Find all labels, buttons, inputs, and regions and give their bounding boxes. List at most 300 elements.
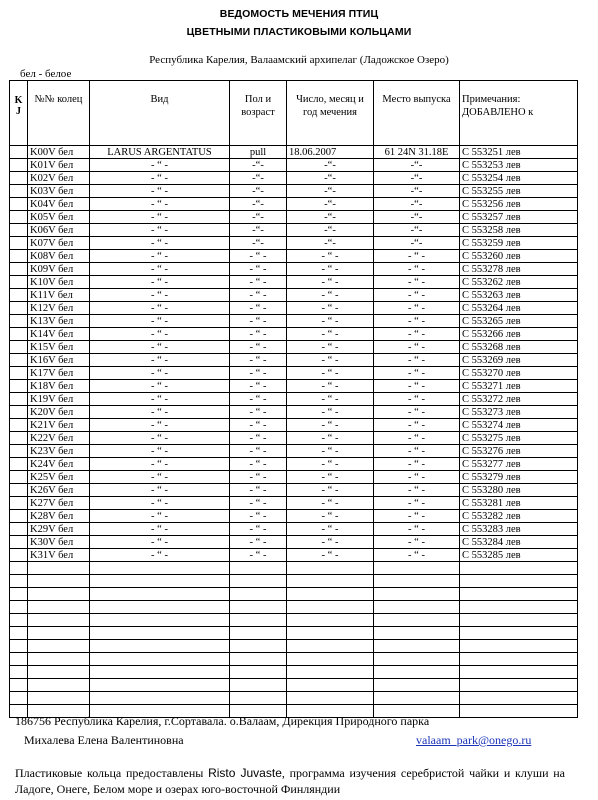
table-row-empty [10,575,578,588]
cell-kj [10,185,28,198]
cell-note: C 553280 лев [460,484,578,497]
cell-species: - “ - [90,458,230,471]
cell-ringing-date-empty [287,614,374,627]
cell-ringing-date: - “ - [287,354,374,367]
cell-species: - “ - [90,432,230,445]
cell-release-place: -“- [374,211,460,224]
table-row [10,432,578,445]
cell-sex-age: - “ - [230,315,287,328]
footer-note-name: Risto Juvaste [208,766,282,780]
cell-ringing-date: -“- [287,224,374,237]
cell-note: C 553268 лев [460,341,578,354]
cell-ringing-date: - “ - [287,328,374,341]
cell-ring-number: K05V бел [28,211,90,224]
cell-sex-age: - “ - [230,263,287,276]
cell-ringing-date: - “ - [287,289,374,302]
cell-sex-age-empty [230,679,287,692]
cell-release-place-empty [374,679,460,692]
cell-sex-age: - “ - [230,276,287,289]
cell-note: C 553281 лев [460,497,578,510]
table-row [10,523,578,536]
cell-ringing-date: - “ - [287,419,374,432]
footer-note-after: , программа изучения серебристой чайки и клуши на Ладоге, Онеге, Белом море и озерах юго-восточной Финляндии [15,766,565,796]
table-row [10,445,578,458]
cell-ring-number: K11V бел [28,289,90,302]
cell-ringing-date: 18.06.2007 [287,146,374,159]
cell-species: - “ - [90,224,230,237]
cell-release-place: - “ - [374,393,460,406]
cell-kj-empty [10,692,28,705]
cell-sex-age: - “ - [230,406,287,419]
cell-ringing-date: - “ - [287,367,374,380]
cell-ring-number-empty [28,575,90,588]
cell-note: C 553284 лев [460,536,578,549]
table-row-empty [10,614,578,627]
table-row-empty [10,692,578,705]
cell-note: C 553269 лев [460,354,578,367]
cell-release-place: - “ - [374,367,460,380]
cell-species: - “ - [90,172,230,185]
cell-kj [10,497,28,510]
cell-sex-age: - “ - [230,302,287,315]
cell-note: C 553259 лев [460,237,578,250]
cell-kj [10,198,28,211]
header-sex-age: Пол и возраст [230,81,287,146]
cell-ring-number: K15V бел [28,341,90,354]
cell-species: - “ - [90,445,230,458]
cell-release-place: - “ - [374,445,460,458]
cell-sex-age: - “ - [230,380,287,393]
cell-sex-age: - “ - [230,471,287,484]
table-row-empty [10,640,578,653]
cell-ringing-date-empty [287,653,374,666]
cell-species: - “ - [90,380,230,393]
cell-note: C 553274 лев [460,419,578,432]
cell-note: C 553273 лев [460,406,578,419]
cell-sex-age-empty [230,653,287,666]
cell-kj [10,536,28,549]
cell-note: C 553251 лев [460,146,578,159]
cell-sex-age-empty [230,562,287,575]
footer-contact-person: Михалева Елена Валентиновна [24,733,184,747]
cell-sex-age: - “ - [230,367,287,380]
cell-ringing-date: - “ - [287,250,374,263]
cell-sex-age: - “ - [230,289,287,302]
cell-species: - “ - [90,393,230,406]
cell-ringing-date-empty [287,692,374,705]
cell-kj [10,263,28,276]
cell-note: C 553275 лев [460,432,578,445]
cell-species: - “ - [90,549,230,562]
cell-ring-number: K21V бел [28,419,90,432]
cell-sex-age: - “ - [230,341,287,354]
cell-release-place-empty [374,562,460,575]
table-row [10,393,578,406]
cell-release-place-empty [374,614,460,627]
cell-ringing-date: - “ - [287,445,374,458]
cell-note: C 553282 лев [460,510,578,523]
cell-sex-age: - “ - [230,510,287,523]
cell-species: - “ - [90,523,230,536]
table-row [10,406,578,419]
cell-kj-empty [10,575,28,588]
cell-release-place: - “ - [374,302,460,315]
cell-release-place: - “ - [374,406,460,419]
cell-release-place: - “ - [374,354,460,367]
cell-kj-empty [10,666,28,679]
cell-sex-age: - “ - [230,523,287,536]
cell-ringing-date: - “ - [287,393,374,406]
cell-species: - “ - [90,237,230,250]
cell-release-place: - “ - [374,276,460,289]
cell-sex-age-empty [230,614,287,627]
cell-sex-age: - “ - [230,250,287,263]
cell-kj-empty [10,614,28,627]
cell-release-place-empty [374,640,460,653]
footer-address: 186756 Республика Карелия, г.Сортавала. о.Валаам, Дирекция Природного парка [15,714,430,728]
cell-species: - “ - [90,510,230,523]
cell-note: C 553272 лев [460,393,578,406]
cell-ring-number-empty [28,601,90,614]
cell-ringing-date-empty [287,575,374,588]
cell-species: - “ - [90,406,230,419]
cell-release-place: - “ - [374,328,460,341]
cell-note: C 553253 лев [460,159,578,172]
cell-note: C 553254 лев [460,172,578,185]
cell-ringing-date: -“- [287,159,374,172]
table-row [10,341,578,354]
cell-sex-age: -“- [230,172,287,185]
cell-species: - “ - [90,328,230,341]
cell-ringing-date: - “ - [287,471,374,484]
cell-species-empty [90,679,230,692]
cell-release-place: -“- [374,159,460,172]
cell-note-empty [460,666,578,679]
table-row-empty [10,588,578,601]
cell-kj [10,471,28,484]
cell-release-place-empty [374,588,460,601]
cell-release-place: -“- [374,172,460,185]
table-row [10,263,578,276]
cell-kj [10,354,28,367]
cell-species-empty [90,588,230,601]
cell-ring-number: K27V бел [28,497,90,510]
cell-release-place: - “ - [374,263,460,276]
cell-ringing-date: - “ - [287,315,374,328]
cell-release-place: -“- [374,198,460,211]
cell-release-place: - “ - [374,458,460,471]
cell-kj-empty [10,588,28,601]
cell-ring-number-empty [28,692,90,705]
cell-species: - “ - [90,341,230,354]
cell-species: - “ - [90,367,230,380]
table-row [10,224,578,237]
table-row-empty [10,653,578,666]
cell-ring-number: K20V бел [28,406,90,419]
cell-species: - “ - [90,289,230,302]
table-row [10,302,578,315]
cell-kj-empty [10,562,28,575]
cell-sex-age: pull [230,146,287,159]
cell-release-place-empty [374,601,460,614]
cell-species: - “ - [90,302,230,315]
cell-release-place-empty [374,692,460,705]
table-body [10,146,578,718]
cell-ring-number: K02V бел [28,172,90,185]
cell-ringing-date: -“- [287,211,374,224]
table-row [10,250,578,263]
table-row [10,289,578,302]
cell-release-place-empty [374,575,460,588]
cell-ringing-date: - “ - [287,276,374,289]
cell-sex-age: -“- [230,237,287,250]
cell-release-place: - “ - [374,432,460,445]
cell-species: - “ - [90,315,230,328]
table-row [10,510,578,523]
table-row [10,237,578,250]
cell-release-place: 61 24N 31.18E [374,146,460,159]
cell-ring-number: K14V бел [28,328,90,341]
cell-species: - “ - [90,484,230,497]
cell-release-place: - “ - [374,380,460,393]
cell-ringing-date: - “ - [287,458,374,471]
cell-release-place-empty [374,627,460,640]
cell-ringing-date: - “ - [287,406,374,419]
cell-kj [10,432,28,445]
cell-species-empty [90,601,230,614]
cell-sex-age-empty [230,666,287,679]
cell-ring-number: K18V бел [28,380,90,393]
cell-ringing-date: - “ - [287,263,374,276]
cell-ring-number-empty [28,640,90,653]
footer-email-link[interactable]: valaam_park@onego.ru [416,733,532,747]
cell-species-empty [90,640,230,653]
cell-sex-age-empty [230,601,287,614]
cell-ring-number: K10V бел [28,276,90,289]
cell-ringing-date: - “ - [287,432,374,445]
cell-note-empty [460,627,578,640]
cell-ringing-date: - “ - [287,484,374,497]
cell-release-place: - “ - [374,315,460,328]
cell-kj-empty [10,640,28,653]
cell-release-place: - “ - [374,250,460,263]
table-row-empty [10,562,578,575]
cell-ringing-date: - “ - [287,302,374,315]
cell-species: - “ - [90,419,230,432]
cell-species: LARUS ARGENTATUS [90,146,230,159]
cell-ring-number-empty [28,666,90,679]
cell-release-place: - “ - [374,471,460,484]
cell-note: C 553265 лев [460,315,578,328]
cell-sex-age: - “ - [230,419,287,432]
table-row-empty [10,627,578,640]
cell-kj [10,341,28,354]
cell-species: - “ - [90,536,230,549]
cell-ring-number: K01V бел [28,159,90,172]
table-row-empty [10,666,578,679]
cell-kj [10,328,28,341]
cell-note: C 553276 лев [460,445,578,458]
cell-ring-number: K30V бел [28,536,90,549]
document-title-line-2: ЦВЕТНЫМИ ПЛАСТИКОВЫМИ КОЛЬЦАМИ [186,26,412,38]
cell-note: C 553283 лев [460,523,578,536]
cell-kj [10,289,28,302]
cell-sex-age: - “ - [230,484,287,497]
cell-kj [10,445,28,458]
table-row [10,185,578,198]
table-row [10,328,578,341]
cell-ring-number: K00V бел [28,146,90,159]
cell-note-empty [460,588,578,601]
cell-species: - “ - [90,471,230,484]
header-kj [10,81,28,146]
cell-kj [10,159,28,172]
cell-species: - “ - [90,276,230,289]
cell-species-empty [90,653,230,666]
cell-species: - “ - [90,354,230,367]
cell-note: C 553263 лев [460,289,578,302]
cell-species-empty [90,575,230,588]
cell-sex-age: - “ - [230,445,287,458]
cell-kj [10,549,28,562]
cell-ring-number-empty [28,653,90,666]
cell-note: C 553271 лев [460,380,578,393]
cell-ring-number: K22V бел [28,432,90,445]
document-subtitle: Республика Карелия, Валаамский архипелаг (Ладожское Озеро) [149,54,449,66]
cell-ring-number: K08V бел [28,250,90,263]
header-ringing-date: Число, месяц и год мечения [287,81,374,146]
header-ring-numbers: №№ колец [28,81,90,146]
table-row [10,497,578,510]
cell-release-place: - “ - [374,510,460,523]
cell-release-place: - “ - [374,523,460,536]
cell-sex-age: - “ - [230,432,287,445]
cell-kj [10,484,28,497]
cell-note: C 553260 лев [460,250,578,263]
cell-ringing-date: -“- [287,172,374,185]
cell-sex-age: - “ - [230,393,287,406]
cell-release-place: -“- [374,185,460,198]
table-row [10,484,578,497]
table-row [10,471,578,484]
cell-note: C 553285 лев [460,549,578,562]
table-row [10,549,578,562]
cell-sex-age: - “ - [230,549,287,562]
cell-kj [10,510,28,523]
cell-ring-number: K29V бел [28,523,90,536]
cell-ringing-date: -“- [287,237,374,250]
cell-kj [10,367,28,380]
cell-sex-age: - “ - [230,458,287,471]
ringing-table [9,80,578,718]
cell-release-place: - “ - [374,289,460,302]
table-row-empty [10,601,578,614]
cell-note: C 553258 лев [460,224,578,237]
cell-sex-age: - “ - [230,536,287,549]
cell-kj [10,302,28,315]
cell-ring-number: K04V бел [28,198,90,211]
cell-note: C 553255 лев [460,185,578,198]
cell-species: - “ - [90,159,230,172]
cell-sex-age: - “ - [230,354,287,367]
cell-note: C 553279 лев [460,471,578,484]
table-row [10,198,578,211]
cell-kj [10,523,28,536]
cell-note: C 553264 лев [460,302,578,315]
cell-release-place: - “ - [374,419,460,432]
cell-release-place: - “ - [374,341,460,354]
cell-kj [10,458,28,471]
cell-ringing-date-empty [287,627,374,640]
cell-species-empty [90,562,230,575]
cell-ring-number: K09V бел [28,263,90,276]
cell-species: - “ - [90,497,230,510]
cell-kj [10,406,28,419]
cell-ringing-date-empty [287,640,374,653]
cell-ring-number: K19V бел [28,393,90,406]
cell-note-empty [460,679,578,692]
cell-note-empty [460,653,578,666]
cell-ringing-date: - “ - [287,536,374,549]
cell-ringing-date: - “ - [287,380,374,393]
cell-kj [10,315,28,328]
cell-sex-age-empty [230,627,287,640]
cell-sex-age: - “ - [230,497,287,510]
footer-note [15,765,565,797]
cell-species-empty [90,692,230,705]
cell-species: - “ - [90,198,230,211]
table-row [10,172,578,185]
cell-release-place-empty [374,653,460,666]
cell-note-empty [460,575,578,588]
cell-kj-empty [10,679,28,692]
cell-note-empty [460,601,578,614]
cell-sex-age-empty [230,575,287,588]
cell-kj [10,419,28,432]
cell-note: C 553270 лев [460,367,578,380]
header-species: Вид [90,81,230,146]
cell-note: C 553277 лев [460,458,578,471]
cell-ringing-date: -“- [287,185,374,198]
cell-ring-number: K16V бел [28,354,90,367]
cell-ringing-date: - “ - [287,549,374,562]
cell-species-empty [90,614,230,627]
cell-ring-number: K25V бел [28,471,90,484]
header-kj-top: K [14,95,23,106]
cell-note-empty [460,562,578,575]
cell-note: C 553266 лев [460,328,578,341]
table-row [10,536,578,549]
table-row-empty [10,679,578,692]
cell-ring-number: K06V бел [28,224,90,237]
cell-kj-empty [10,627,28,640]
table-row [10,315,578,328]
cell-ring-number-empty [28,627,90,640]
table-row [10,419,578,432]
cell-note-empty [460,640,578,653]
cell-kj [10,276,28,289]
cell-note: C 553262 лев [460,276,578,289]
header-release-place: Место выпуска [374,81,460,146]
cell-release-place: -“- [374,237,460,250]
cell-ringing-date-empty [287,666,374,679]
cell-note-empty [460,692,578,705]
cell-ringing-date: - “ - [287,497,374,510]
cell-species-empty [90,666,230,679]
cell-sex-age: -“- [230,198,287,211]
cell-kj-empty [10,653,28,666]
cell-ringing-date-empty [287,601,374,614]
